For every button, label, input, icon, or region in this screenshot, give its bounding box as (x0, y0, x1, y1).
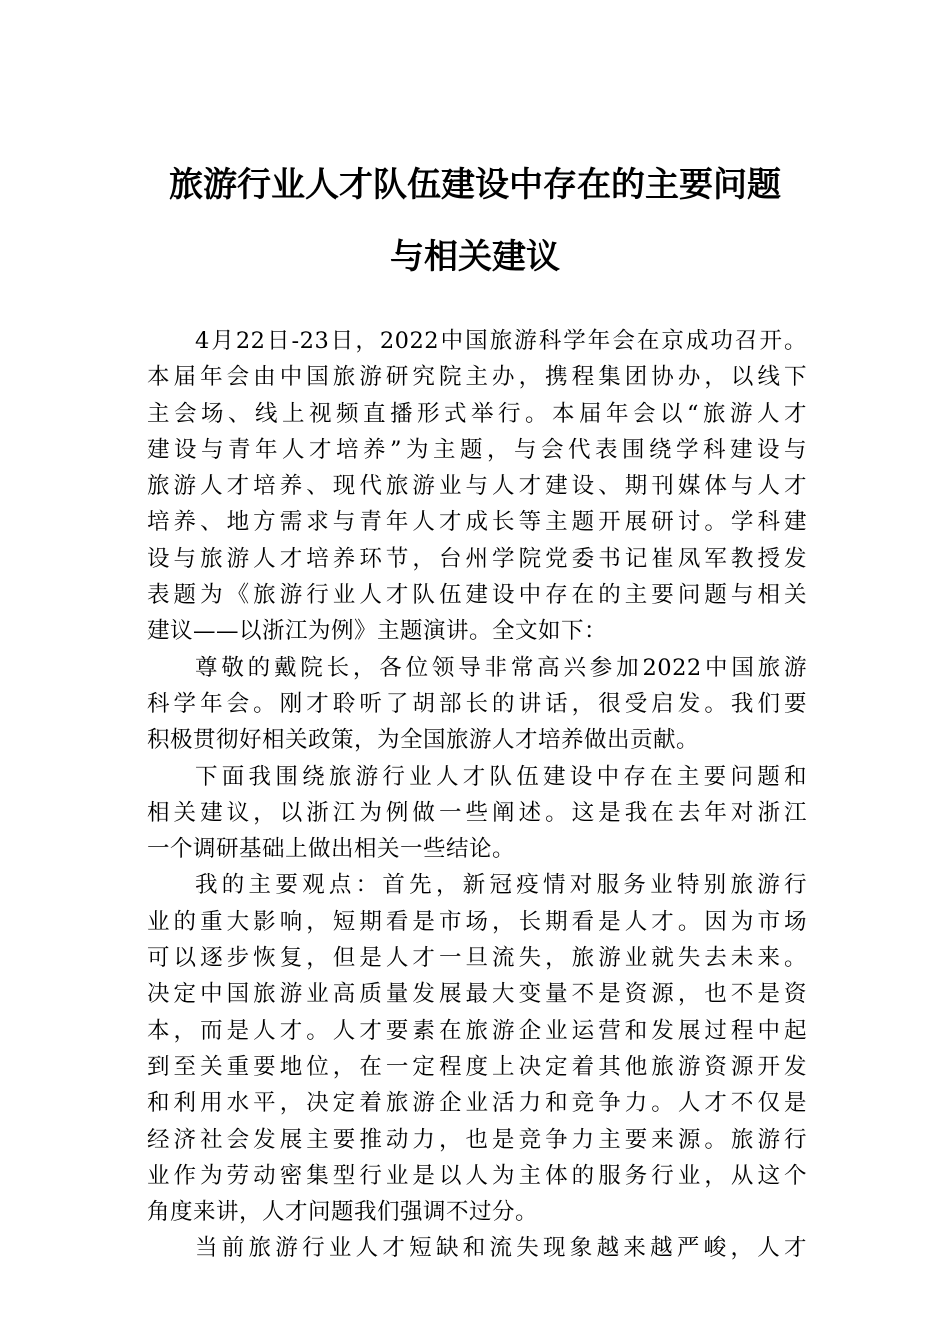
body-text-line: 积极贯彻好相关政策，为全国旅游人才培养做出贡献。 (147, 727, 700, 754)
body-text-line: 我的主要观点：首先，新冠疫情对服务业特别旅游行 (195, 872, 807, 899)
body-text-line: 建设与青年人才培养”为主题，与会代表围绕学科建设与 (147, 436, 807, 463)
document-body (147, 323, 807, 1267)
body-text-line: 设与旅游人才培养环节，台州学院党委书记崔凤军教授发 (147, 545, 807, 572)
document-title-line-1: 旅游行业人才队伍建设中存在的主要问题 (169, 165, 781, 205)
body-text-line: 4月22日-23日，2022中国旅游科学年会在京成功召开。 (195, 328, 807, 354)
document-title-line-2: 与相关建议 (390, 237, 560, 277)
body-text-line: 决定中国旅游业高质量发展最大变量不是资源，也不是资 (147, 981, 807, 1008)
body-text-line: 到至关重要地位，在一定程度上决定着其他旅游资源开发 (147, 1053, 807, 1080)
body-text-line: 本，而是人才。人才要素在旅游企业运营和发展过程中起 (147, 1017, 807, 1044)
body-text-line: 业的重大影响，短期看是市场，长期看是人才。因为市场 (147, 908, 807, 935)
body-text-line: 可以逐步恢复，但是人才一旦流失，旅游业就失去未来。 (147, 945, 807, 972)
body-text-line: 尊敬的戴院长，各位领导非常高兴参加2022中国旅游 (195, 654, 807, 681)
body-text-line: 建议——以浙江为例》主题演讲。全文如下： (147, 618, 608, 645)
body-text-line: 旅游人才培养、现代旅游业与人才建设、期刊媒体与人才 (147, 473, 807, 500)
body-text-line: 当前旅游行业人才短缺和流失现象越来越严峻，人才 (195, 1235, 807, 1262)
body-text-line: 下面我围绕旅游行业人才队伍建设中存在主要问题和 (195, 763, 807, 790)
body-text-line: 科学年会。刚才聆听了胡部长的讲话，很受启发。我们要 (147, 690, 807, 717)
body-text-line: 经济社会发展主要推动力，也是竞争力主要来源。旅游行 (147, 1126, 807, 1153)
body-text-line: 一个调研基础上做出相关一些结论。 (147, 836, 516, 863)
body-text-line: 培养、地方需求与青年人才成长等主题开展研讨。学科建 (147, 509, 807, 536)
body-text-line: 角度来讲，人才问题我们强调不过分。 (147, 1199, 539, 1226)
body-text-line: 本届年会由中国旅游研究院主办，携程集团协办，以线下 (147, 364, 807, 391)
body-text-line: 业作为劳动密集型行业是以人为主体的服务行业，从这个 (147, 1162, 807, 1189)
body-text-line: 主会场、线上视频直播形式举行。本届年会以“旅游人才 (147, 400, 807, 427)
body-text-line: 和利用水平，决定着旅游企业活力和竞争力。人才不仅是 (147, 1090, 807, 1117)
body-text-line: 表题为《旅游行业人才队伍建设中存在的主要问题与相关 (147, 582, 807, 609)
body-text-line: 相关建议，以浙江为例做一些阐述。这是我在去年对浙江 (147, 799, 807, 826)
